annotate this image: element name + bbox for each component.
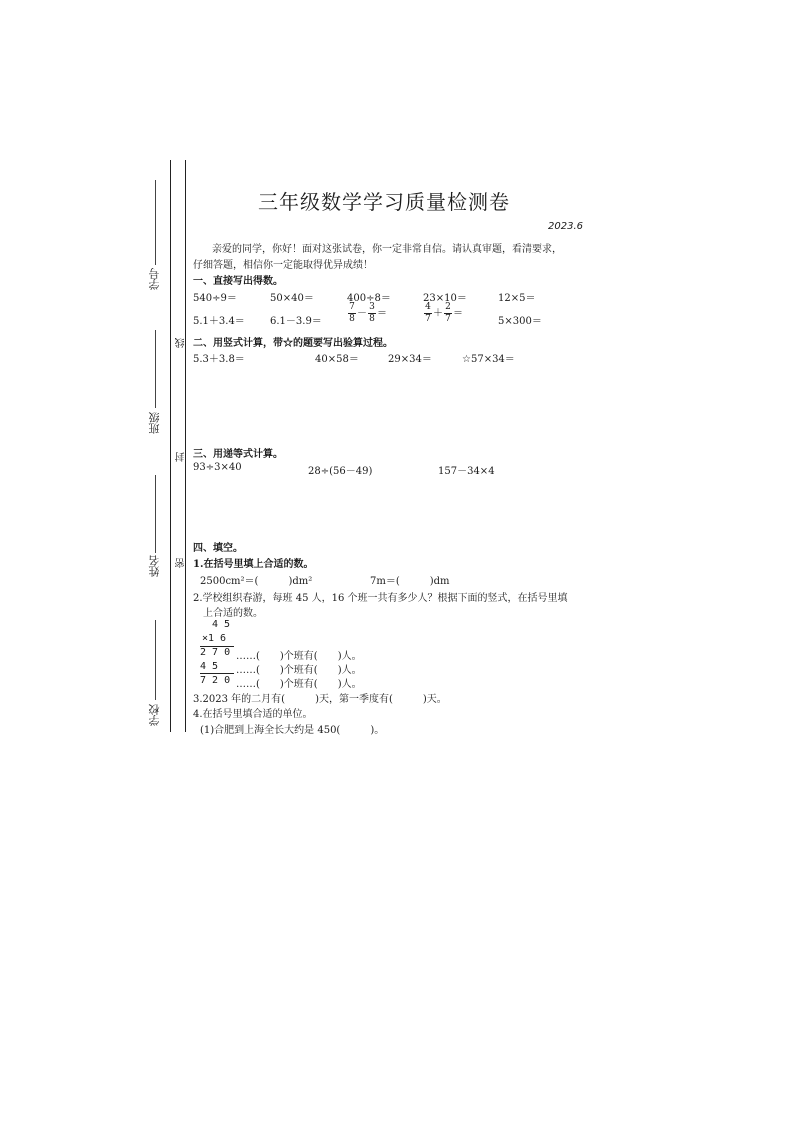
s2-q4: ☆57×34＝	[462, 354, 515, 365]
s1-q8-fraction: $\frac{7}{8}$ － $\frac{3}{8}$ ＝	[349, 302, 387, 324]
s4-q2-line1: 2.学校组织春游，每班 45 人，16 个班一共有多少人？根据下面的竖式，在括号里填	[193, 593, 568, 604]
vertical-row-1-tail: ……( )个班有( )人。	[236, 651, 362, 662]
section-1-title: 一、直接写出得数。	[193, 276, 283, 287]
binding-line-outer	[170, 160, 171, 732]
intro-line-2: 仔细答题，相信你一定能取得优异成绩！	[193, 260, 373, 271]
fraction: $\frac{4}{7}$	[425, 302, 431, 324]
student-no-field[interactable]	[155, 180, 156, 265]
s1-q4: 23×10＝	[423, 293, 467, 304]
fraction: $\frac{2}{7}$	[445, 302, 451, 324]
class-field[interactable]	[155, 330, 156, 408]
section-3-title: 三、用递等式计算。	[193, 449, 283, 460]
s1-q3: 400÷8＝	[347, 293, 391, 304]
s2-q2: 40×58＝	[315, 354, 359, 365]
vertical-rule-2	[200, 673, 234, 674]
school-label: 学校	[148, 704, 161, 726]
s1-q2: 50×40＝	[270, 293, 314, 304]
vertical-top: 4 5	[212, 619, 231, 630]
section-2-title: 二、用竖式计算，带☆的题要写出验算过程。	[193, 338, 393, 349]
s4-q1-a: 2500cm²＝( )dm²	[200, 576, 313, 587]
vertical-row-1: 2 7 0	[200, 647, 231, 658]
page-title: 三年级数学学习质量检测卷	[258, 190, 510, 214]
s4-q1-b: 7m＝( )dm	[370, 576, 450, 587]
name-label: 姓名	[148, 555, 161, 577]
s1-q9-fraction: $\frac{4}{7}$ ＋ $\frac{2}{7}$ ＝	[425, 302, 463, 324]
s4-q4: 4.在括号里填合适的单位。	[193, 709, 313, 720]
s4-q2-line2: 上合适的数。	[203, 608, 263, 619]
s3-q1: 93÷3×40	[193, 462, 242, 473]
s1-q1: 540÷9＝	[193, 293, 237, 304]
vertical-row-3-tail: ……( )个班有( )人。	[236, 679, 362, 690]
s1-q6: 5.1＋3.4＝	[193, 316, 245, 327]
binding-line-inner	[185, 160, 186, 732]
intro-line-1: 亲爱的同学，你好！面对这张试卷，你一定非常自信。请认真审题，看清要求，	[212, 244, 562, 255]
close-mark: 密	[176, 558, 187, 568]
s2-q3: 29×34＝	[388, 354, 432, 365]
s4-q3: 3.2023 年的二月有( )天，第一季度有( )天。	[193, 694, 447, 705]
vertical-row-2-tail: ……( )个班有( )人。	[236, 665, 362, 676]
s4-q1: 1.在括号里填上合适的数。	[193, 559, 314, 570]
s1-q10: 5×300＝	[498, 316, 542, 327]
s2-q1: 5.3＋3.8＝	[193, 354, 245, 365]
name-field[interactable]	[155, 475, 156, 553]
vertical-row-2: 4 5	[200, 661, 219, 672]
section-4-title: 四、填空。	[193, 543, 243, 554]
s3-q3: 157－34×4	[438, 466, 495, 477]
s1-q7: 6.1－3.9＝	[270, 316, 322, 327]
vertical-multiplier: ×1 6	[202, 633, 227, 644]
fraction: $\frac{7}{8}$	[349, 302, 355, 324]
s4-q4-1: (1)合肥到上海全长大约是 450( )。	[200, 725, 385, 736]
student-no-label: 学号	[148, 268, 161, 290]
s3-q2: 28÷(56－49)	[308, 466, 373, 477]
fraction: $\frac{3}{8}$	[369, 302, 375, 324]
line-mark: 线	[176, 338, 187, 348]
seal-mark: 封	[176, 452, 187, 462]
exam-date: 2023.6	[548, 221, 583, 232]
school-field[interactable]	[155, 620, 156, 700]
vertical-row-3: 7 2 0	[200, 675, 231, 686]
class-label: 班级	[148, 412, 161, 434]
s1-q5: 12×5＝	[498, 293, 536, 304]
